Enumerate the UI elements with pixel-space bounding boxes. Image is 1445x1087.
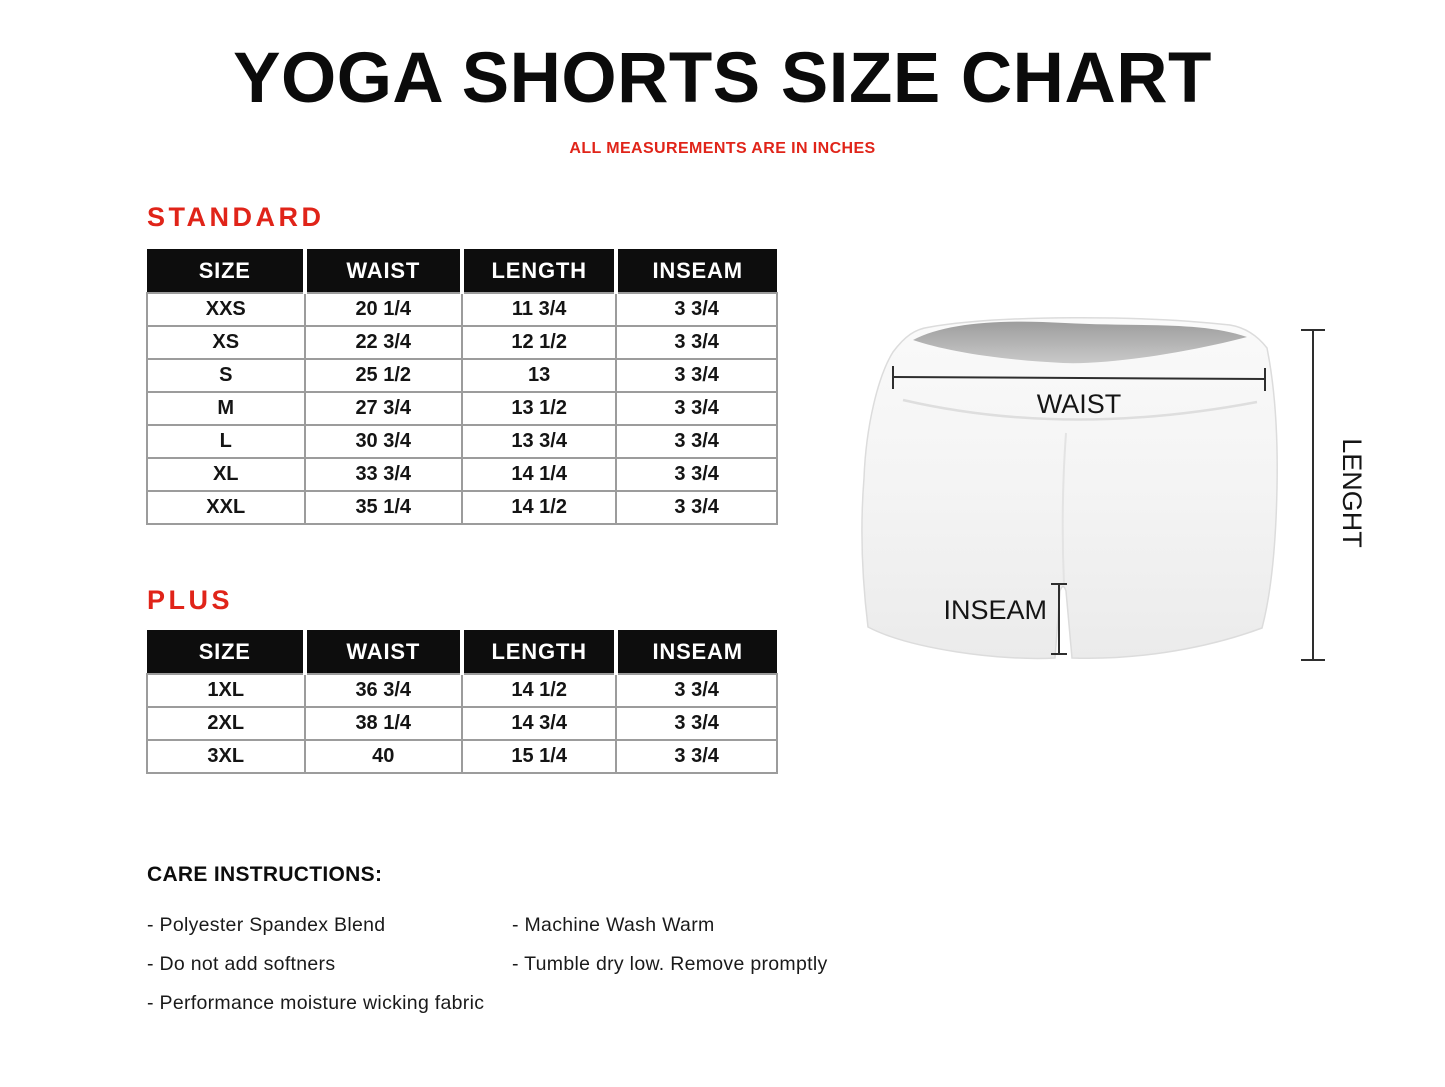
care-instruction-item: - Machine Wash Warm	[512, 914, 715, 936]
column-header: INSEAM	[616, 630, 777, 674]
column-header: SIZE	[147, 630, 305, 674]
table-cell: 22 3/4	[305, 326, 463, 359]
column-header: WAIST	[305, 249, 463, 293]
table-cell: 2XL	[147, 707, 305, 740]
table-cell: 3 3/4	[616, 326, 777, 359]
care-instruction-item: - Performance moisture wicking fabric	[147, 992, 485, 1014]
table-row	[147, 326, 777, 359]
table-cell: 35 1/4	[305, 491, 463, 524]
column-header: INSEAM	[616, 249, 777, 293]
length-label: LENGHT	[1337, 438, 1367, 548]
table-cell: 33 3/4	[305, 458, 463, 491]
table-cell: 3 3/4	[616, 392, 777, 425]
table-cell: 25 1/2	[305, 359, 463, 392]
table-cell: 13 1/2	[462, 392, 616, 425]
table-cell: 14 1/2	[462, 674, 616, 707]
column-header: LENGTH	[462, 249, 616, 293]
table-cell: 3 3/4	[616, 707, 777, 740]
measurements-note: ALL MEASUREMENTS ARE IN INCHES	[569, 140, 876, 157]
table-row	[147, 293, 777, 326]
table-cell: 30 3/4	[305, 425, 463, 458]
standard-size-table	[146, 249, 778, 525]
table-cell: M	[147, 392, 305, 425]
table-cell: 13	[462, 359, 616, 392]
table-header-row	[147, 249, 777, 293]
table-cell: 27 3/4	[305, 392, 463, 425]
table-cell: 1XL	[147, 674, 305, 707]
care-instructions-left-column	[147, 906, 484, 1023]
table-cell: 14 3/4	[462, 707, 616, 740]
shorts-illustration	[862, 318, 1277, 659]
table-cell: 3 3/4	[616, 491, 777, 524]
table-row	[147, 740, 777, 773]
table-cell: 14 1/2	[462, 491, 616, 524]
table-row	[147, 491, 777, 524]
table-cell: 3XL	[147, 740, 305, 773]
table-cell: 12 1/2	[462, 326, 616, 359]
table-row	[147, 674, 777, 707]
table-cell: XL	[147, 458, 305, 491]
length-dimension-line	[1301, 330, 1325, 660]
inseam-label: INSEAM	[943, 595, 1047, 625]
table-cell: XXS	[147, 293, 305, 326]
table-cell: 14 1/4	[462, 458, 616, 491]
page-title: YOGA SHORTS SIZE CHART	[233, 39, 1212, 118]
care-instructions-right-column	[512, 906, 828, 984]
table-cell: XXL	[147, 491, 305, 524]
table-cell: 15 1/4	[462, 740, 616, 773]
table-cell: 13 3/4	[462, 425, 616, 458]
table-cell: L	[147, 425, 305, 458]
table-cell: 40	[305, 740, 463, 773]
table-row	[147, 707, 777, 740]
table-cell: 3 3/4	[616, 359, 777, 392]
table-cell: 3 3/4	[616, 425, 777, 458]
table-row	[147, 458, 777, 491]
table-cell: 3 3/4	[616, 674, 777, 707]
table-cell: S	[147, 359, 305, 392]
column-header: WAIST	[305, 630, 463, 674]
waist-label: WAIST	[1036, 389, 1122, 419]
care-instruction-item: - Do not add softners	[147, 953, 336, 975]
care-instruction-item: - Tumble dry low. Remove promptly	[512, 953, 828, 975]
plus-section-heading: PLUS	[147, 585, 234, 615]
care-instructions-heading: CARE INSTRUCTIONS:	[147, 863, 383, 886]
table-header-row	[147, 630, 777, 674]
care-instruction-item: - Polyester Spandex Blend	[147, 914, 386, 936]
table-row	[147, 425, 777, 458]
table-cell: 36 3/4	[305, 674, 463, 707]
table-cell: 3 3/4	[616, 740, 777, 773]
table-cell: XS	[147, 326, 305, 359]
shorts-measurement-diagram	[850, 298, 1380, 683]
column-header: SIZE	[147, 249, 305, 293]
table-cell: 3 3/4	[616, 293, 777, 326]
column-header: LENGTH	[462, 630, 616, 674]
table-row	[147, 392, 777, 425]
table-cell: 38 1/4	[305, 707, 463, 740]
table-row	[147, 359, 777, 392]
table-cell: 11 3/4	[462, 293, 616, 326]
table-cell: 20 1/4	[305, 293, 463, 326]
table-cell: 3 3/4	[616, 458, 777, 491]
standard-section-heading: STANDARD	[147, 202, 325, 232]
plus-size-table	[146, 630, 778, 774]
